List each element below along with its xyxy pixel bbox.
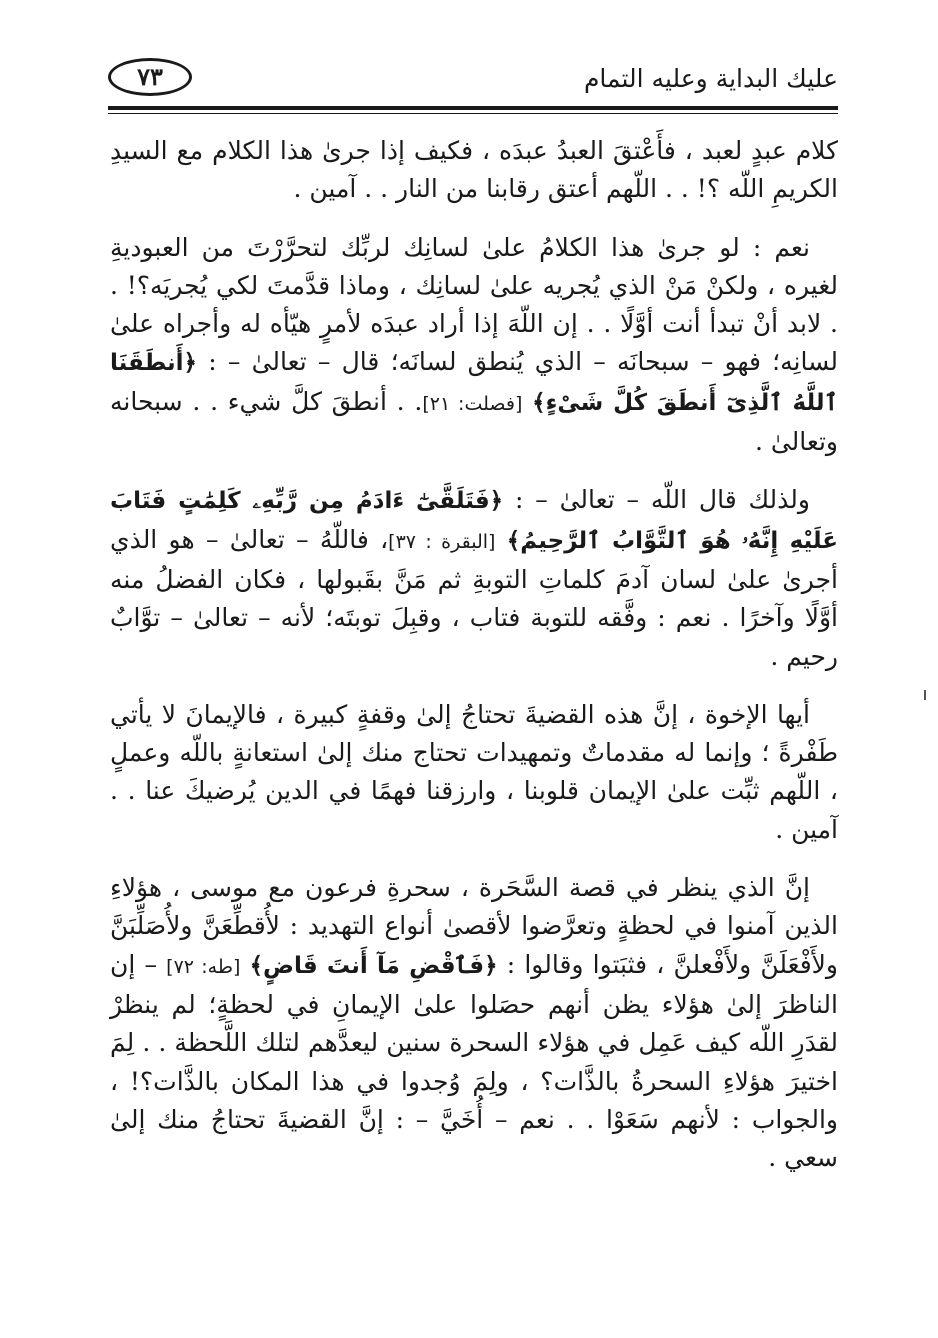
paragraph [110, 229, 838, 462]
paragraph [110, 481, 838, 675]
header-rule-thick [108, 106, 838, 110]
body-text [110, 132, 838, 1197]
page-number-badge: ٧٣ [108, 58, 192, 96]
paragraph-text: كلام عبدٍ لعبد ، فأَعْتقَ العبدُ عبدَه ، فكيف إذا جرىٰ هذا الكلام مع السيدِ الكريمِ اللّه ؟! . . اللّهم أعتق رقابنا من النار . . آمين . [110, 136, 838, 204]
paragraph-text: . . أنطقَ كلَّ شيء . . سبحانه وتعالىٰ . [110, 386, 838, 457]
paragraph [110, 869, 838, 1177]
paragraph-text: أيها الإخوة ، إنَّ هذه القضيةَ تحتاجُ إلىٰ وقفةٍ كبيرة ، فالإيمانَ لا يأتي طَفْرةً ؛ وإنما له مقدماتٌ وتمهيدات تحتاج منك إلىٰ استعانةٍ باللّه وعملٍ ، اللّهم ثبِّت علىٰ الإيمان قلوبنا ، وارزقنا فهمًا في الدين يُرضيكَ عنا . . آمين . [110, 699, 838, 844]
running-title: عليك البداية وعليه التمام [583, 64, 838, 93]
paragraph-text [522, 387, 532, 416]
paragraph-text [495, 525, 506, 554]
paragraph [110, 696, 838, 849]
verse-citation: [طه: ٧٢] [166, 955, 241, 978]
paragraph-text: – إن الناظرَ إلىٰ هؤلاء يظن أنهم حصَلوا علىٰ الإيمانِ في لحظةٍ؛ لم ينظرْ لقدَرِ اللّه كيف عَمِل في هؤلاء السحرة سنين ليعدَّهم لتلك اللَّحظة . . لِمَ اختيرَ هؤلاءِ السحرةُ بالذَّات؟ ، ولِمَ وُجدوا في هذا المكان بالذَّات؟! ، والجواب : لأنهم سَعَوْا . . نعم – أُخَيَّ – : إنَّ القضيةَ تحتاجُ منك إلىٰ سعي . [110, 949, 838, 1173]
quran-verse: ﴿فَتَلَقَّىٰٓ ءَادَمُ مِن رَّبِّهِۦ كَلِمَٰتٍ فَتَابَ عَلَيْهِ إِنَّهُۥ هُوَ ٱلتَّوَّابُ ٱلرَّحِيمُ﴾ [110, 488, 839, 554]
quran-verse: ﴿فَٱقْضِ مَآ أَنتَ قَاضٍ﴾ [249, 952, 498, 979]
paragraph-text: ، فاللّهُ – تعالىٰ – هو الذي أجرىٰ علىٰ لسان آدمَ كلماتِ التوبةِ ثم مَنَّ بقَبولها ، فكان الفضلُ منه أوَّلًا وآخرًا . نعم : وفَّقه للتوبة فتاب ، وقبِلَ توبتَه؛ لأنه – تعالىٰ – توَّابٌ رحيم . [110, 524, 838, 671]
page-header [108, 58, 838, 108]
verse-citation: [البقرة : ٣٧] [388, 530, 496, 553]
paragraph [110, 132, 838, 209]
paragraph-text: نعم : لو جرىٰ هذا الكلامُ علىٰ لسانِك لربِّك لتحرَّرْتَ من العبوديةِ لغيره ، ولكنْ مَنْ الذي يُجريه علىٰ لسانِك ، وماذا قدَّمتَ لكي يُجريَه؟! . . لابد أنْ تبدأ أنت أوَّلًا . . إن اللّهَ إذا أراد عبدَه لأمرٍ هيّأه له وأجراه علىٰ لسانِه؛ فهو – سبحانَه – الذي يُنطق لسانَه؛ قال – تعالىٰ – : [110, 232, 838, 377]
paragraph-text: إنَّ الذي ينظر في قصة السَّحَرة ، سحرةِ فرعون مع موسى ، هؤلاءِ الذين آمنوا في لحظةٍ وتعرَّضوا لأقصىٰ أنواع التهديد : لأُقطِّعَنَّ ولأُصَلِّبَنَّ ولأَفْعَلَنَّ ولأَفْعلنَّ ، فثبَتوا وقالوا : [110, 873, 838, 979]
paragraph-text: ولذلك قال اللّه – تعالىٰ – : [503, 485, 810, 515]
header-rule-thin [108, 113, 838, 114]
paragraph-text [240, 950, 249, 979]
quran-verse: ﴿أَنطَقَنَا ٱللَّهُ ٱلَّذِىٓ أَنطَقَ كُلَّ شَىْءٍ﴾ [110, 350, 839, 416]
verse-citation: [فصلت: ٢١] [422, 392, 523, 415]
margin-mark [924, 690, 926, 700]
